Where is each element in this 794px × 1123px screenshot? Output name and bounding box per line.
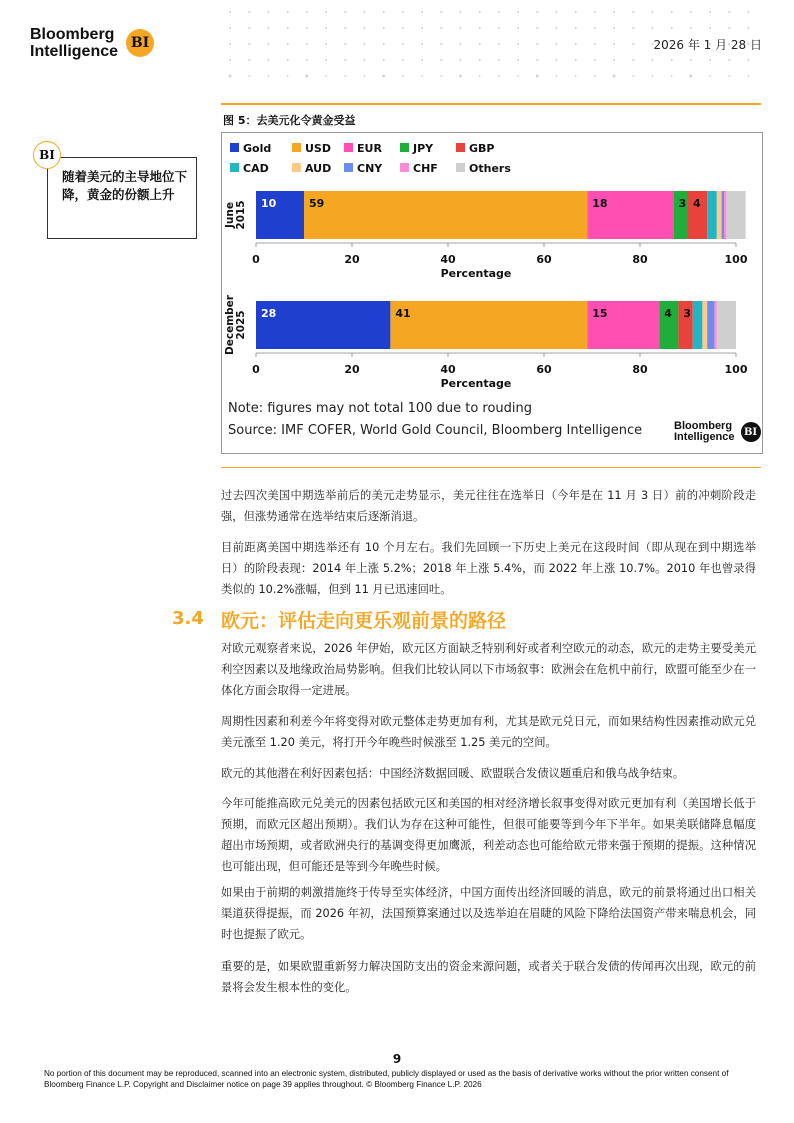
data-label-1-3: 4 bbox=[664, 307, 672, 320]
legend-label-cad: CAD bbox=[243, 162, 269, 175]
bar-segment-cad-1 bbox=[693, 301, 703, 349]
data-label-0-4: 4 bbox=[693, 197, 701, 210]
figure-chart-box bbox=[221, 132, 763, 454]
bar-segment-aud-1 bbox=[702, 301, 707, 349]
bar-segment-chf-1 bbox=[714, 301, 716, 349]
document-date: 2026 年 1 月 28 日 bbox=[653, 38, 762, 52]
legend-swatch-eur bbox=[344, 143, 353, 152]
data-label-0-3: 3 bbox=[678, 197, 687, 210]
paragraph-6: 今年可能推高欧元兑美元的因素包括欧元区和美国的相对经济增长叙事变得对欧元更加有利（美国增长低于预期，而欧元区超出预期）。我们认为存在这种可能性，但很可能要等到今年下半年。如果美联储降息幅度超出市场预期，或者欧洲央行的基调变得更加鹰派，利差动态也可能给欧元带来强于预期的提振。这种情况也可能出现，但可能还是等到今年晚些时候。 bbox=[221, 797, 756, 873]
paragraph-8: 重要的是，如果欧盟重新努力解决国防支出的资金来源问题，或者关于联合发债的传闻再次出现，欧元的前景将会发生根本性的变化。 bbox=[221, 960, 756, 994]
figure-note: Note: figures may not total 100 due to rouding bbox=[228, 401, 533, 416]
panel-label-1: December2025 bbox=[224, 295, 247, 355]
bar-segment-chf-0 bbox=[724, 191, 726, 239]
legend-swatch-cny bbox=[344, 163, 353, 172]
x-tick-label-1-5: 100 bbox=[724, 363, 748, 376]
paragraph-2: 目前距离美国中期选举还有 10 个月左右。我们先回顾一下历史上美元在这段时间（即从现在到中期选举日）的阶段表现：2014 年上涨 5.2%；2018 年上涨 5.4%，而 2022 年上涨 10.7%。2010 年也曾录得类似的 10.2%涨幅，但到 11 月已迅速回吐。 bbox=[221, 541, 756, 596]
data-label-1-2: 15 bbox=[592, 307, 608, 320]
data-label-0-1: 59 bbox=[309, 197, 325, 210]
page-number: 9 bbox=[392, 1052, 402, 1066]
data-label-0-0: 10 bbox=[261, 197, 277, 210]
bi-logo-badge: BI bbox=[126, 29, 154, 57]
legend-label-eur: EUR bbox=[357, 142, 382, 155]
legend-swatch-gold bbox=[230, 143, 239, 152]
legend-label-gold: Gold bbox=[243, 142, 272, 155]
x-tick-label-1-2: 40 bbox=[440, 363, 456, 376]
bar-segment-aud-0 bbox=[717, 191, 722, 239]
x-tick-label-1-3: 60 bbox=[536, 363, 552, 376]
figure-logo-line-2: Intelligence bbox=[674, 431, 735, 443]
x-tick-label-1-4: 80 bbox=[632, 363, 648, 376]
bar-segment-cny-0 bbox=[722, 191, 724, 239]
legend-swatch-jpy bbox=[400, 143, 409, 152]
figure-logo bbox=[674, 421, 761, 443]
bar-segment-cny-1 bbox=[707, 301, 714, 349]
sidebar-bi-badge: BI bbox=[33, 141, 61, 169]
legend-swatch-others bbox=[456, 163, 465, 172]
data-label-0-2: 18 bbox=[592, 197, 608, 210]
bar-segment-usd-1 bbox=[390, 301, 587, 349]
bar-segment-cad-0 bbox=[707, 191, 717, 239]
legend-label-gbp: GBP bbox=[469, 142, 495, 155]
data-label-1-0: 28 bbox=[261, 307, 277, 320]
legend-label-chf: CHF bbox=[413, 162, 438, 175]
figure-bottom-rule bbox=[221, 467, 761, 468]
x-tick-label-0-2: 40 bbox=[440, 253, 456, 266]
x-tick-label-1-0: 0 bbox=[252, 363, 260, 376]
x-axis-title-0: Percentage bbox=[440, 267, 512, 280]
legend-swatch-chf bbox=[400, 163, 409, 172]
paragraph-7: 如果由于前期的刺激措施终于传导至实体经济，中国方面传出经济回暖的消息，欧元的前景将通过出口相关渠道获得提振，而 2026 年初，法国预算案通过以及选举迫在眉睫的风险下降给法国资产带来喘息机会，同时也提振了欧元。 bbox=[221, 886, 756, 941]
legend-swatch-gbp bbox=[456, 143, 465, 152]
paragraph-4: 周期性因素和利差今年将变得对欧元整体走势更加有利，尤其是欧元兑日元，而如果结构性因素推动欧元兑美元涨至 1.20 美元，将打开今年晚些时候涨至 1.25 美元的空间。 bbox=[221, 715, 756, 749]
section-title: 欧元：评估走向更乐观前景的路径 bbox=[221, 610, 507, 632]
logo-line-2: Intelligence bbox=[30, 43, 119, 60]
panel-label-0: June2015 bbox=[224, 200, 247, 230]
data-label-1-1: 41 bbox=[395, 307, 411, 320]
footer-disclaimer: No portion of this document may be reproduced, scanned into an electronic system, distributed, publicly displayed or used as the basis of derivative works without the prior written consent of Bloomberg Finance L.P. Copyright and Disclaimer notice on page 39 applies throughout. © Bloomberg Finance L.P. 2026 bbox=[44, 1069, 729, 1089]
x-tick-label-0-5: 100 bbox=[724, 253, 748, 266]
paragraph-5: 欧元的其他潜在利好因素包括：中国经济数据回暖、欧盟联合发债议题重启和俄乌战争结束。 bbox=[221, 767, 685, 780]
legend-label-cny: CNY bbox=[357, 162, 383, 175]
legend-swatch-cad bbox=[230, 163, 239, 172]
x-tick-label-0-3: 60 bbox=[536, 253, 552, 266]
legend-label-aud: AUD bbox=[305, 162, 332, 175]
figure-title: 图 5：去美元化令黄金受益 bbox=[223, 114, 356, 127]
bar-segment-usd-0 bbox=[304, 191, 587, 239]
section-number: 3.4 bbox=[172, 608, 204, 629]
legend-swatch-aud bbox=[292, 163, 301, 172]
legend-label-jpy: JPY bbox=[413, 142, 434, 155]
data-label-1-4: 3 bbox=[683, 307, 692, 320]
x-tick-label-0-4: 80 bbox=[632, 253, 648, 266]
sidebar-callout-text: 随着美元的主导地位下降，黄金的份额上升 bbox=[62, 169, 188, 202]
bar-segment-others-0 bbox=[726, 191, 745, 239]
legend-swatch-usd bbox=[292, 143, 301, 152]
figure-logo-line-1: Bloomberg bbox=[674, 420, 733, 432]
legend-label-others: Others bbox=[469, 162, 511, 175]
paragraph-1: 过去四次美国中期选举前后的美元走势显示，美元往往在选举日（今年是在 11 月 3 日）前的冲刺阶段走强，但涨势通常在选举结束后逐渐消退。 bbox=[221, 489, 756, 523]
logo-line-1: Bloomberg bbox=[30, 26, 115, 43]
x-tick-label-0-1: 20 bbox=[344, 253, 360, 266]
x-tick-label-0-0: 0 bbox=[252, 253, 260, 266]
paragraph-3: 对欧元观察者来说，2026 年伊始，欧元区方面缺乏特别利好或者利空欧元的动态，欧元的走势主要受美元利空因素以及地缘政治局势影响。但我们比较认同以下市场叙事：欧洲会在危机中前行，欧盟可能至少在一体化方面会取得一定进展。 bbox=[221, 642, 756, 697]
legend-label-usd: USD bbox=[305, 142, 331, 155]
header-logo bbox=[30, 26, 154, 60]
figure-bi-badge: BI bbox=[741, 422, 761, 442]
x-axis-title-1: Percentage bbox=[440, 377, 512, 390]
figure-top-rule bbox=[221, 103, 761, 105]
bar-segment-others-1 bbox=[717, 301, 736, 349]
x-tick-label-1-1: 20 bbox=[344, 363, 360, 376]
figure-source: Source: IMF COFER, World Gold Council, Bloomberg Intelligence bbox=[228, 423, 643, 438]
